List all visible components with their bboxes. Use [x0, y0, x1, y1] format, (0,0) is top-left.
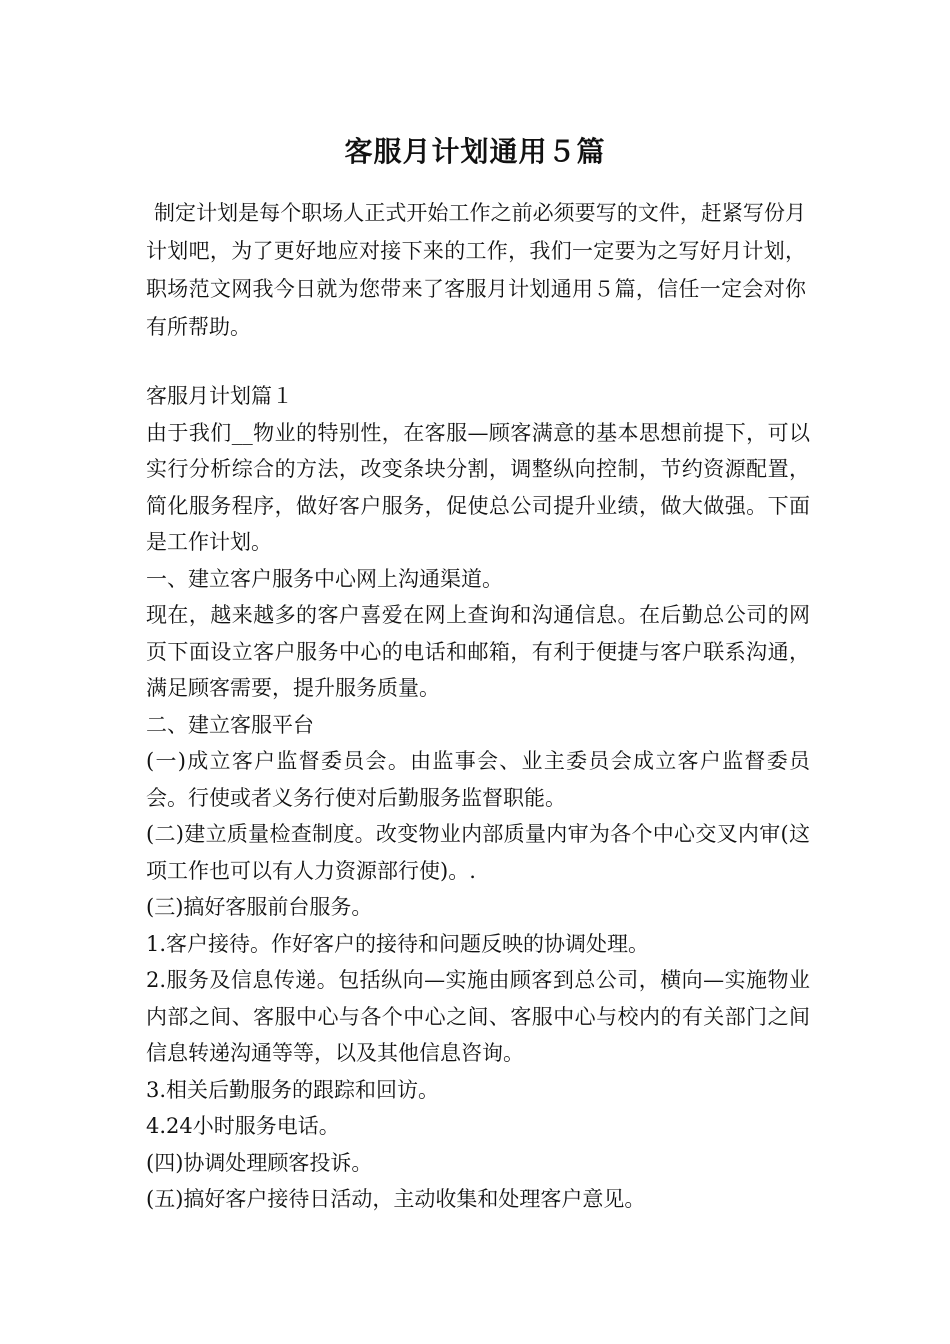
- body-paragraph: (一)成立客户监督委员会。由监事会、业主委员会成立客户监督委员会。行使或者义务行使对后勤服务监督职能。: [146, 749, 810, 810]
- document-title: 客服月计划通用５篇: [344, 135, 606, 168]
- body-paragraph: 3.相关后勤服务的跟踪和回访。: [146, 1077, 440, 1102]
- body-paragraph: (三)搞好客服前台服务。: [146, 895, 373, 919]
- body-paragraph: 一、建立客户服务中心网上沟通渠道。: [146, 566, 503, 591]
- body-paragraph: 二、建立客服平台: [146, 712, 314, 737]
- body-paragraph: 由于我们__物业的特别性，在客服—顾客满意的基本思想前提下，可以实行分析综合的方法，改变条块分割，调整纵向控制，节约资源配置，简化服务程序，做好客户服务，促使总公司提升业绩，做大做强。下面是工作计划。: [146, 420, 810, 554]
- body-paragraph: (五)搞好客户接待日活动，主动收集和处理客户意见。: [146, 1187, 646, 1211]
- intro-paragraph: 制定计划是每个职场人正式开始工作之前必须要写的文件，赶紧写份月计划吧，为了更好地应对接下来的工作，我们一定要为之写好月计划，职场范文网我今日就为您带来了客服月计划通用５篇，信任一定会对你有所帮助。: [146, 201, 806, 339]
- body-paragraph: 1.客户接待。作好客户的接待和问题反映的协调处理。: [146, 931, 650, 956]
- body-paragraph: 现在，越来越多的客户喜爱在网上查询和沟通信息。在后勤总公司的网页下面设立客户服务中心的电话和邮箱，有利于便捷与客户联系沟通，满足顾客需要，提升服务质量。: [146, 603, 810, 700]
- body-paragraph: (四)协调处理顾客投诉。: [146, 1150, 373, 1175]
- section-heading: 客服月计划篇１: [146, 384, 293, 408]
- body-paragraph: (二)建立质量检查制度。改变物业内部质量内审为各个中心交叉内审(这项工作也可以有人力资源部行使)。.: [146, 822, 810, 883]
- body-paragraph: 4.24小时服务电话。: [146, 1114, 340, 1138]
- document-body: [146, 378, 810, 1218]
- body-paragraph: 2.服务及信息传递。包括纵向—实施由顾客到总公司，横向—实施物业内部之间、客服中心与各个中心之间、客服中心与校内的有关部门之间信息转递沟通等等，以及其他信息咨询。: [146, 968, 810, 1065]
